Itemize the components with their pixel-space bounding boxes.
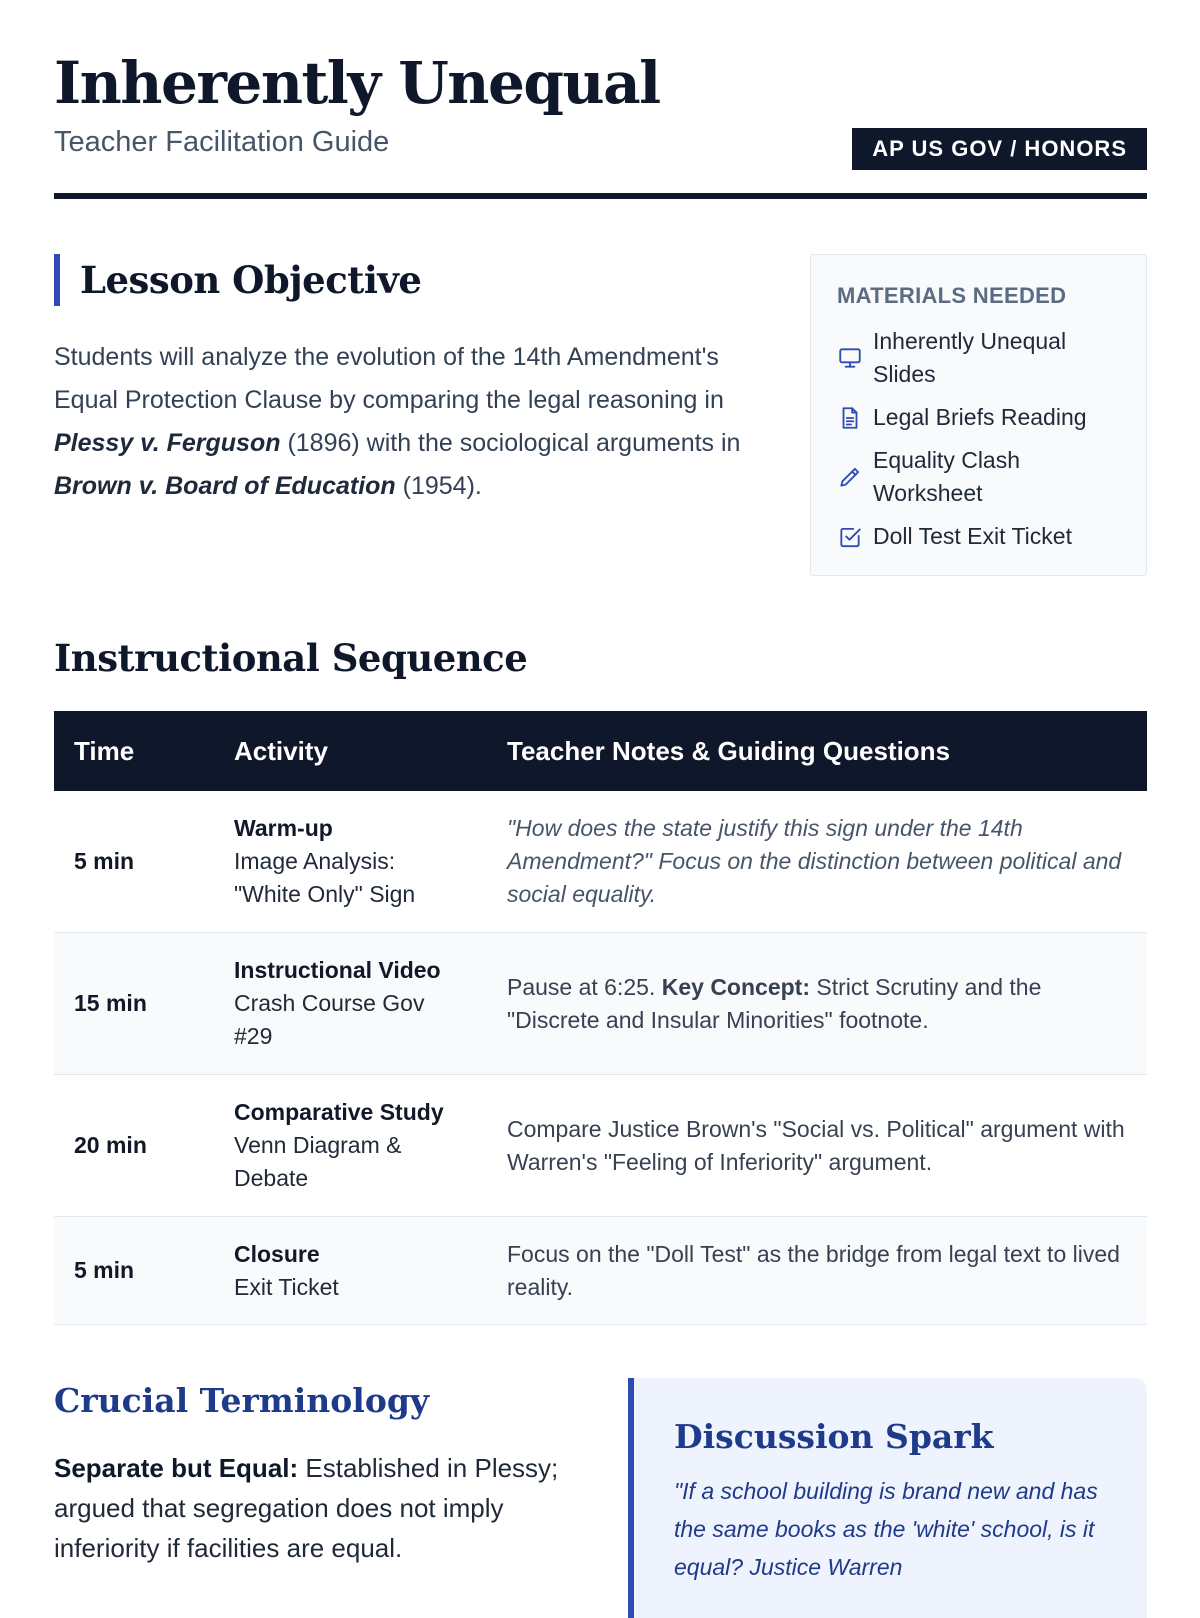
time-cell: 5 min	[54, 1217, 214, 1325]
notes-cell	[487, 933, 1147, 1075]
material-item-reading	[837, 401, 1120, 434]
term-definition: Established in Plessy; argued that segregation does not imply inferiority if facilities are equal.	[54, 1453, 559, 1563]
material-label: Legal Briefs Reading	[873, 404, 1087, 430]
objective-text-part: (1896) with the sociological arguments in	[280, 429, 741, 457]
material-label: Doll Test Exit Ticket	[873, 523, 1072, 549]
activity-cell	[214, 791, 487, 933]
activity-cell	[214, 933, 487, 1075]
materials-panel	[810, 254, 1147, 576]
presentation-icon	[837, 345, 863, 371]
objective-text	[54, 336, 774, 508]
activity-title: Warm-up	[234, 815, 333, 841]
page-title: Inherently Unequal	[54, 49, 660, 117]
column-header-activity: Activity	[214, 711, 487, 791]
notes-cell: Compare Justice Brown's "Social vs. Political" argument with Warren's "Feeling of Inferiority" argument.	[487, 1075, 1147, 1217]
key-concept-label: Key Concept:	[661, 973, 810, 1000]
activity-subtitle: Crash Course Gov #29	[234, 990, 425, 1049]
material-item-slides	[837, 325, 1120, 391]
course-badge: AP US GOV / HONORS	[852, 128, 1147, 170]
material-item-exit-ticket	[837, 520, 1120, 553]
material-label: Inherently Unequal Slides	[873, 328, 1067, 387]
materials-heading: MATERIALS NEEDED	[837, 283, 1067, 308]
notes-text: Strict Scrutiny and the "Discrete and Insular Minorities" footnote.	[507, 973, 1042, 1033]
sequence-heading: Instructional Sequence	[54, 636, 528, 680]
material-item-worksheet	[837, 444, 1120, 510]
time-cell: 20 min	[54, 1075, 214, 1217]
notes-cell: Focus on the "Doll Test" as the bridge from legal text to lived reality.	[487, 1217, 1147, 1325]
objective-text-part: (1954).	[395, 472, 482, 500]
time-cell: 15 min	[54, 933, 214, 1075]
lesson-objective-section	[54, 254, 774, 508]
terminology-heading: Crucial Terminology	[54, 1381, 430, 1420]
activity-cell	[214, 1217, 487, 1325]
activity-title: Comparative Study	[234, 1099, 444, 1125]
table-row	[54, 791, 1147, 933]
spark-quote: "If a school building is brand new and has the same books as the 'white' school, is it equal? Justice Warren	[674, 1478, 1098, 1580]
discussion-spark-callout	[628, 1378, 1147, 1618]
activity-cell	[214, 1075, 487, 1217]
table-row	[54, 1217, 1147, 1325]
activity-subtitle: Exit Ticket	[234, 1273, 339, 1300]
document-icon	[837, 405, 863, 431]
time-cell: 5 min	[54, 791, 214, 933]
activity-subtitle: Venn Diagram & Debate	[234, 1132, 402, 1191]
table-header-row	[54, 711, 1147, 791]
case-brown: Brown v. Board of Education	[54, 472, 396, 500]
material-label: Equality Clash Worksheet	[873, 447, 1021, 506]
checkbox-icon	[837, 524, 863, 550]
activity-title: Instructional Video	[234, 957, 441, 983]
facilitation-guide-page	[54, 0, 1147, 1580]
table-row	[54, 1075, 1147, 1217]
activity-subtitle: Image Analysis: "White Only" Sign	[234, 848, 416, 907]
terminology-definition	[54, 1448, 584, 1568]
notes-cell: "How does the state justify this sign under the 14th Amendment?" Focus on the distinction between political and social equality.	[487, 791, 1147, 933]
column-header-time: Time	[54, 711, 214, 791]
header-divider	[54, 193, 1147, 199]
term-label: Separate but Equal:	[54, 1453, 299, 1483]
table-row	[54, 933, 1147, 1075]
activity-title: Closure	[234, 1240, 320, 1267]
objective-text-part: Students will analyze the evolution of the 14th Amendment's Equal Protection Clause by comparing the legal reasoning in	[54, 343, 724, 414]
column-header-notes: Teacher Notes & Guiding Questions	[487, 711, 1147, 791]
instructional-sequence-table	[54, 711, 1147, 1325]
notes-text: Pause at 6:25.	[507, 973, 662, 1000]
spark-heading: Discussion Spark	[674, 1417, 994, 1456]
page-subtitle: Teacher Facilitation Guide	[54, 126, 390, 158]
case-plessy: Plessy v. Ferguson	[54, 429, 281, 457]
objective-heading: Lesson Objective	[54, 254, 774, 306]
guide-header	[54, 0, 1147, 200]
pencil-icon	[837, 464, 863, 490]
